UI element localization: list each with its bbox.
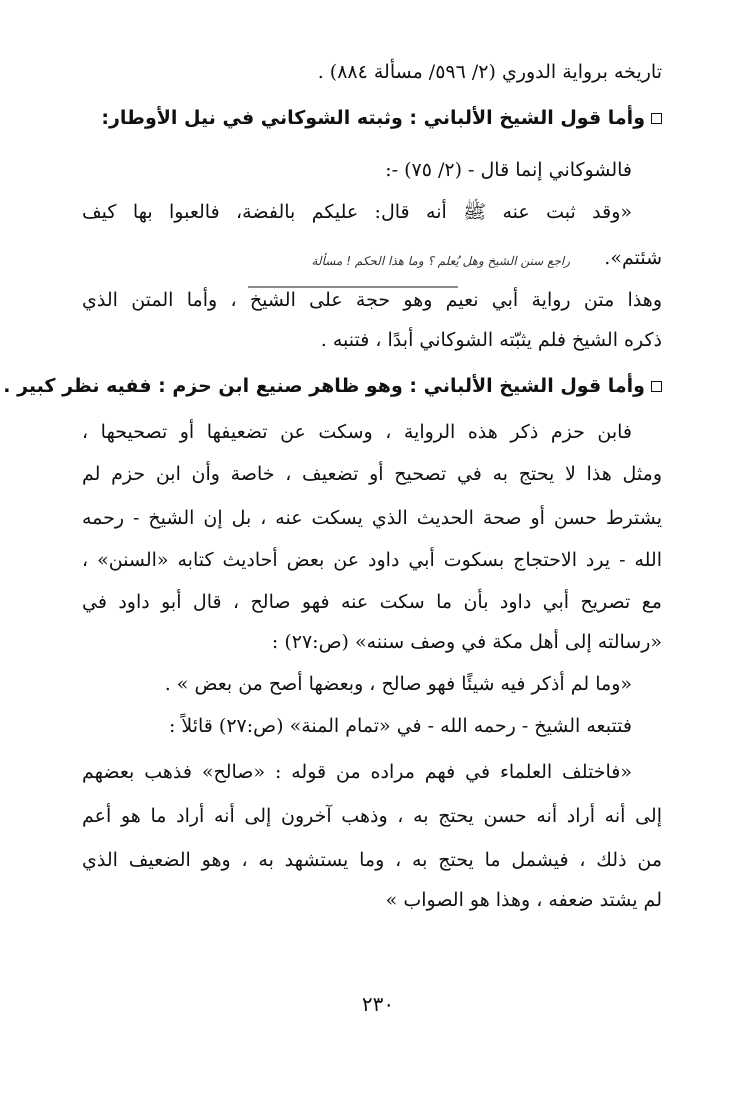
text-line-19: من ذلك ، فيشمل ما يحتج به ، وما يستشهد به ، وهو الضعيف الذي xyxy=(82,849,662,871)
text-line-4: «وقد ثبت عنه ﷺ أنه قال: عليكم بالفضة، فالعبوا بها كيف xyxy=(82,201,632,223)
text-line-7: ذكره الشيخ فلم يثبّته الشوكاني أبدًا ، فتنبه . xyxy=(320,329,662,351)
text-line-9: فابن حزم ذكر هذه الرواية ، وسكت عن تضعيفها أو تصحيحها ، xyxy=(82,421,632,443)
section-heading-1 xyxy=(82,104,662,132)
square-bullet-icon xyxy=(651,381,662,392)
square-bullet-icon xyxy=(651,113,662,124)
text-line-18: إلى أنه أراد أنه حسن يحتج به ، وذهب آخرون إلى أنه أراد ما هو أعم xyxy=(82,805,662,827)
text-line-1: تاريخه برواية الدوري (٢/ ٥٩٦/ مسألة ٨٨٤) . xyxy=(317,61,662,83)
handwritten-underline xyxy=(248,286,458,288)
text-line-14: «رسالته إلى أهل مكة في وصف سننه» (ص:٢٧) : xyxy=(271,631,662,653)
text-line-15: «وما لم أذكر فيه شيئًا فهو صالح ، وبعضها أصح من بعض » . xyxy=(164,673,632,695)
heading-text-1: وأما قول الشيخ الألباني : وثبته الشوكاني في نيل الأوطار: xyxy=(101,107,645,129)
section-heading-2 xyxy=(3,372,662,400)
text-line-17: «فاختلف العلماء في فهم مراده من قوله : «صالح» فذهب بعضهم xyxy=(82,761,632,783)
text-line-6: وهذا متن رواية أبي نعيم وهو حجة على الشيخ ، وأما المتن الذي xyxy=(82,289,662,311)
heading-text-2: وأما قول الشيخ الألباني : وهو ظاهر صنيع ابن حزم : ففيه نظر كبير . xyxy=(3,375,645,397)
text-line-16: فتتبعه الشيخ - رحمه الله - في «تمام المنة» (ص:٢٧) قائلاً : xyxy=(168,715,632,737)
text-line-11: يشترط حسن أو صحة الحديث الذي يسكت عنه ، بل إن الشيخ - رحمه xyxy=(82,507,662,529)
text-line-3: فالشوكاني إنما قال - (٢/ ٧٥) -: xyxy=(385,159,632,181)
text-line-10: ومثل هذا لا يحتج به في تصحيح أو تضعيف ، خاصة وأن ابن حزم لم xyxy=(82,463,662,485)
text-line-12: الله - يرد الاحتجاج بسكوت أبي داود عن بعض أحاديث كتابه «السنن» ، xyxy=(82,549,662,571)
text-line-20: لم يشتد ضعفه ، وهذا هو الصواب » xyxy=(385,889,662,911)
text-line-13: مع تصريح أبي داود بأن ما سكت عنه فهو صالح ، قال أبو داود في xyxy=(82,591,662,613)
handwritten-annotation-text: راجع سنن الشيخ وهل يُعلم ؟ وما هذا الحكم ! مسألة xyxy=(311,254,570,268)
text-line-5: شئتم». xyxy=(604,247,662,269)
handwritten-annotation xyxy=(170,252,570,282)
page-number: ٢٣٠ xyxy=(361,992,395,1016)
